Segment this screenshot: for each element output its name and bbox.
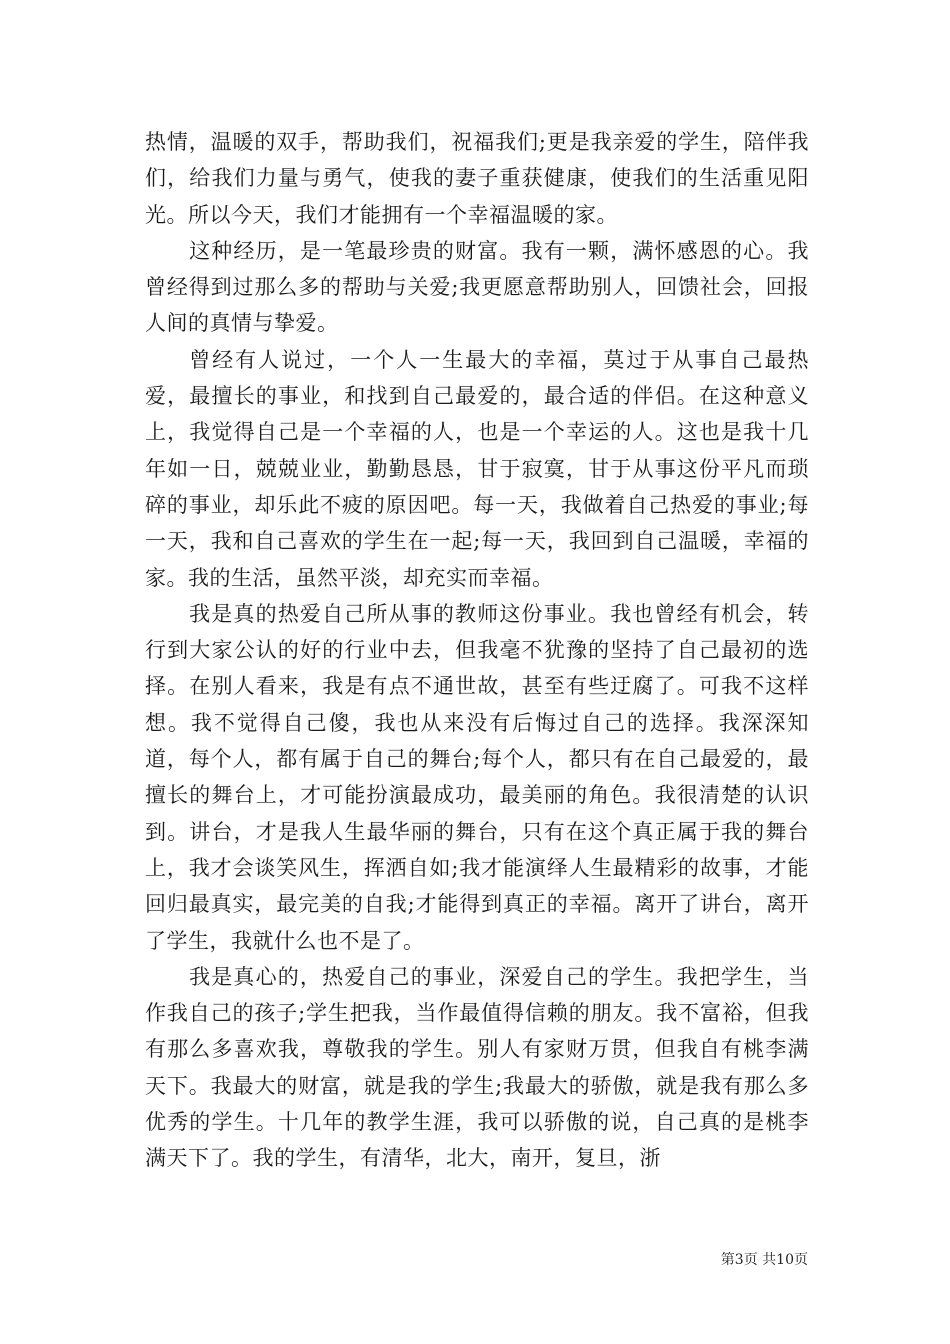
footer-middle: 页 共 bbox=[743, 1252, 777, 1268]
paragraph-1: 热情，温暖的双手，帮助我们，祝福我们;更是我亲爱的学生，陪伴我们，给我们力量与勇气，使我的妻子重获健康，使我们的生活重见阳光。所以今天，我们才能拥有一个幸福温暖的家。 bbox=[145, 130, 809, 227]
page-number-footer bbox=[721, 1249, 808, 1269]
paragraph-3: 曾经有人说过，一个人一生最大的幸福，莫过于从事自己最热爱，最擅长的事业，和找到自己最爱的，最合适的伴侣。在这种意义上，我觉得自己是一个幸福的人，也是一个幸运的人。这也是我十几年如一日，兢兢业业，勤勤恳恳，甘于寂寞，甘于从事这份平凡而琐碎的事业，却乐此不疲的原因吧。每一天，我做着自己热爱的事业;每一天，我和自己喜欢的学生在一起;每一天，我回到自己温暖，幸福的家。我的生活，虽然平淡，却充实而幸福。 bbox=[145, 347, 809, 590]
footer-suffix: 页 bbox=[794, 1252, 808, 1268]
footer-prefix: 第 bbox=[720, 1252, 735, 1268]
paragraph-2: 这种经历，是一笔最珍贵的财富。我有一颗，满怀感恩的心。我曾经得到过那么多的帮助与关爱;我更愿意帮助别人，回馈社会，回报人间的真情与挚爱。 bbox=[145, 238, 809, 336]
body-text bbox=[145, 124, 809, 1177]
paragraph-4: 我是真的热爱自己所从事的教师这份事业。我也曾经有机会，转行到大家公认的好的行业中去，但我毫不犹豫的坚持了自己最初的选择。在别人看来，我是有点不通世故，甚至有些迂腐了。可我不这样想。我不觉得自己傻，我也从来没有后悔过自己的选择。我深深知道，每个人，都有属于自己的舞台;每个人，都只有在自己最爱的，最擅长的舞台上，才可能扮演最成功，最美丽的角色。我很清楚的认识到。讲台，才是我人生最华丽的舞台，只有在这个真正属于我的舞台上，我才会谈笑风生，挥洒自如;我才能演绎人生最精彩的故事，才能回归最真实，最完美的自我;才能得到真正的幸福。离开了讲台，离开了学生，我就什么也不是了。 bbox=[145, 601, 809, 953]
footer-current-page: 3 bbox=[734, 1252, 744, 1268]
paragraph-5: 我是真心的，热爱自己的事业，深爱自己的学生。我把学生，当作我自己的孩子;学生把我，当作最值得信赖的朋友。我不富裕，但我有那么多喜欢我，尊敬我的学生。别人有家财万贯，但我自有桃李满天下。我最大的财富，就是我的学生;我最大的骄傲，就是我有那么多优秀的学生。十几年的教学生涯，我可以骄傲的说，自己真的是桃李满天下了。我的学生，有清华，北大，南开，复旦，浙 bbox=[145, 964, 809, 1171]
footer-total-pages: 10 bbox=[776, 1252, 794, 1268]
